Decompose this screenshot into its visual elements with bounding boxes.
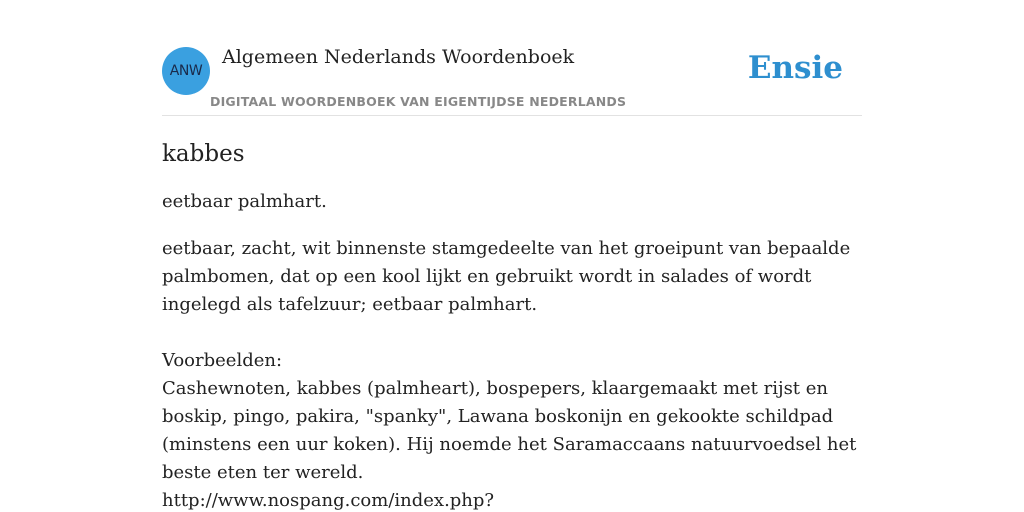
dictionary-title[interactable]: Algemeen Nederlands Woordenboek [222, 46, 575, 68]
example-text: Cashewnoten, kabbes (palmheart), bospepers, klaargemaakt met rijst en boskip, pingo, pakira, "spanky", Lawana boskonijn en gekookte schildpad (minstens een uur koken). Hij noemde het Saramaccaans natuurvoedsel het beste eten ter wereld. [162, 378, 857, 483]
example-source-link[interactable]: http://www.nospang.com/index.php? [162, 490, 495, 511]
site-header [162, 0, 862, 116]
examples-heading: Voorbeelden: [162, 350, 283, 371]
anw-logo[interactable] [162, 47, 210, 95]
entry-content [162, 138, 862, 512]
ensie-logo-link[interactable]: Ensie [747, 50, 843, 86]
header-divider [162, 115, 862, 116]
anw-logo-text: ANW [169, 63, 203, 79]
entry-term: kabbes [162, 141, 245, 167]
long-definition: eetbaar, zacht, wit binnenste stamgedeelte van het groeipunt van bepaalde palmbomen, dat op een kool lijkt en gebruikt wordt in salades of wordt ingelegd als tafelzuur; eetbaar palmhart. [162, 238, 851, 315]
short-definition: eetbaar palmhart. [162, 191, 327, 212]
dictionary-subtitle: DIGITAAL WOORDENBOEK VAN EIGENTIJDSE NEDERLANDS [210, 94, 627, 109]
